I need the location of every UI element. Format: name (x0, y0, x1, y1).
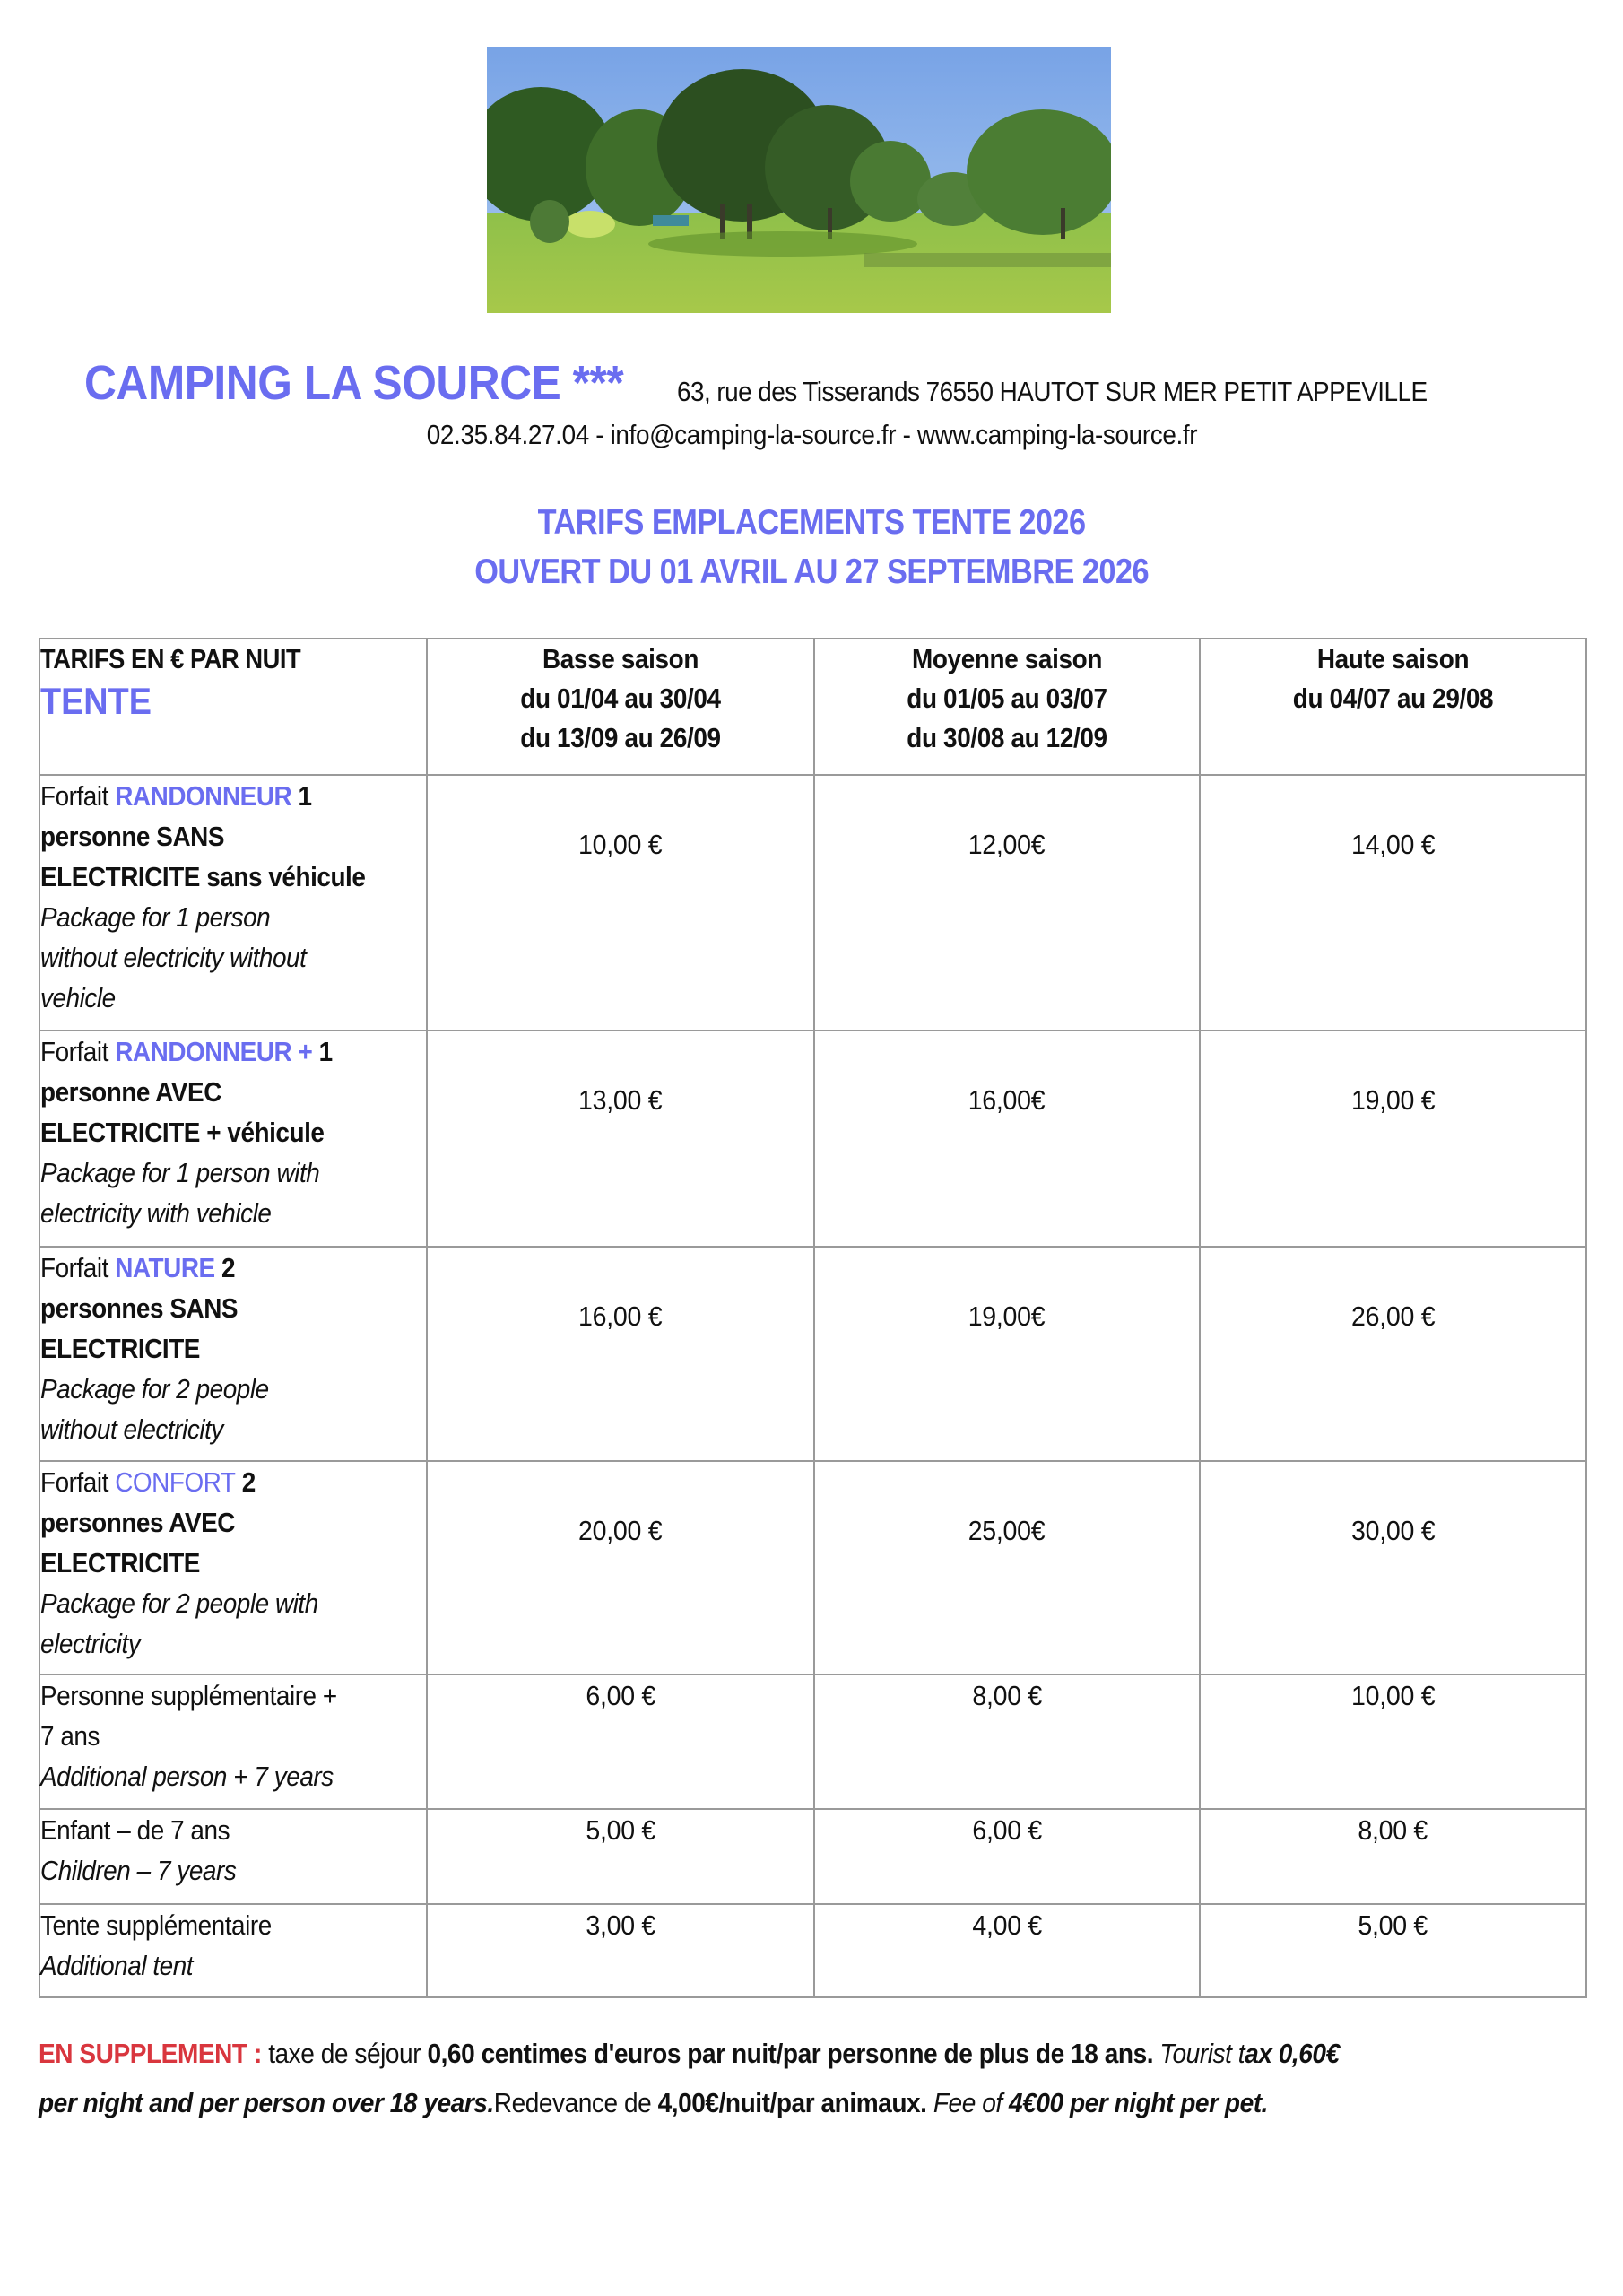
note-text: 4€00 per night per pet. (1009, 2087, 1268, 2118)
price-value: 30,00 € (1350, 1515, 1436, 1546)
season-name: Basse saison (542, 643, 699, 674)
price-value: 19,00 € (1350, 1084, 1436, 1116)
header-label-cell (39, 639, 427, 775)
price-moyenne (814, 1674, 1200, 1809)
tariff-table (39, 638, 1587, 1998)
subtitle-text-1: TARIFS EMPLACEMENTS TENTE 2026 (537, 503, 1086, 542)
contact-line (0, 419, 1623, 451)
season-dates: du 04/07 au 29/08 (1292, 683, 1494, 714)
package-name: NATURE (115, 1252, 215, 1283)
price-value: 26,00 € (1350, 1300, 1436, 1332)
price-moyenne (814, 1809, 1200, 1904)
row-bold-text: ELECTRICITE (40, 1333, 200, 1364)
row-text: Personne supplémentaire + (40, 1680, 337, 1711)
row-prefix: Forfait (40, 1036, 116, 1067)
price-value: 6,00 € (586, 1680, 655, 1711)
price-haute (1200, 1809, 1586, 1904)
price-value: 19,00€ (968, 1300, 1046, 1332)
row-label (39, 1461, 427, 1674)
price-value: 5,00 € (1358, 1909, 1428, 1941)
table-row (39, 1674, 1586, 1809)
price-basse (427, 1031, 814, 1247)
price-value: 16,00 € (578, 1300, 663, 1332)
price-value: 16,00€ (968, 1084, 1046, 1116)
price-haute (1200, 1031, 1586, 1247)
row-english-text: Package for 1 person with (40, 1157, 320, 1188)
price-basse (427, 1904, 814, 1997)
price-haute (1200, 775, 1586, 1031)
table-row (39, 1904, 1586, 1997)
price-haute (1200, 1674, 1586, 1809)
row-label (39, 1031, 427, 1247)
row-bold-text: personne AVEC (40, 1076, 221, 1108)
price-basse (427, 1247, 814, 1461)
note-text: Redevance de (493, 2087, 658, 2118)
price-value: 12,00€ (968, 829, 1046, 860)
price-value: 5,00 € (586, 1814, 655, 1846)
price-value: 6,00 € (972, 1814, 1042, 1846)
price-value: 13,00 € (578, 1084, 663, 1116)
price-value: 3,00 € (586, 1909, 655, 1941)
note-text: 0,60 centimes d'euros par nuit/par personne de plus de 18 ans. (427, 2038, 1154, 2069)
table-row (39, 1461, 1586, 1674)
row-english-text: electricity (40, 1628, 141, 1659)
row-bold-text: personnes SANS (40, 1292, 239, 1324)
season-name: Haute saison (1316, 643, 1470, 674)
package-name: RANDONNEUR + (115, 1036, 313, 1067)
row-prefix: Forfait (40, 780, 116, 812)
package-name: CONFORT (115, 1466, 236, 1498)
header-category: TENTE (40, 680, 152, 722)
row-bold-text: ELECTRICITE (40, 1547, 200, 1578)
row-text: Tente supplémentaire (40, 1909, 272, 1941)
row-english-text: Package for 1 person (40, 901, 271, 933)
price-value: 10,00 € (578, 829, 663, 860)
supplement-label: EN SUPPLEMENT : (39, 2038, 262, 2069)
row-english-text: Additional person + 7 years (40, 1761, 334, 1792)
row-english-text: Additional tent (40, 1950, 194, 1981)
price-haute (1200, 1461, 1586, 1674)
price-value: 20,00 € (578, 1515, 663, 1546)
row-prefix: Forfait (40, 1252, 116, 1283)
row-text: 7 ans (40, 1720, 100, 1752)
season-name: Moyenne saison (911, 643, 1103, 674)
row-bold-text: ELECTRICITE sans véhicule (40, 861, 366, 892)
price-value: 25,00€ (968, 1515, 1046, 1546)
campsite-photo (487, 47, 1111, 313)
row-english-text: without electricity without (40, 942, 307, 973)
note-text: per night and per person over 18 years. (39, 2087, 494, 2118)
row-english-text: Package for 2 people (40, 1373, 269, 1405)
row-label (39, 775, 427, 1031)
price-basse (427, 1809, 814, 1904)
campsite-meadow-photo (487, 47, 1111, 313)
note-text: taxe de séjour (261, 2038, 428, 2069)
price-value: 10,00 € (1350, 1680, 1436, 1711)
season-header-haute (1200, 639, 1586, 775)
price-value: 8,00 € (1358, 1814, 1428, 1846)
season-dates: du 01/04 au 30/04 (520, 683, 721, 714)
address: 63, rue des Tisserands 76550 HAUTOT SUR MER PETIT APPEVILLE (677, 376, 1428, 407)
row-bold-text: 1 (312, 1036, 333, 1067)
season-dates: du 01/05 au 03/07 (907, 683, 1107, 714)
price-value: 4,00 € (972, 1909, 1042, 1941)
row-prefix: Forfait (40, 1466, 116, 1498)
row-english-text: without electricity (40, 1413, 223, 1445)
row-bold-text: 2 (214, 1252, 236, 1283)
note-text: 4,00€/nuit/par animaux. (657, 2087, 927, 2118)
row-bold-text: personne SANS (40, 821, 225, 852)
price-moyenne (814, 1904, 1200, 1997)
subtitle-line-1 (0, 503, 1623, 543)
price-moyenne (814, 1247, 1200, 1461)
price-basse (427, 775, 814, 1031)
price-moyenne (814, 1031, 1200, 1247)
season-header-moyenne (814, 639, 1200, 775)
price-basse (427, 1461, 814, 1674)
row-label (39, 1247, 427, 1461)
row-english-text: Children – 7 years (40, 1855, 237, 1886)
row-bold-text: personnes AVEC (40, 1507, 235, 1538)
price-moyenne (814, 775, 1200, 1031)
subtitle-line-2 (0, 552, 1623, 592)
brand-title: CAMPING LA SOURCE *** (84, 356, 624, 410)
note-text: Fee of (926, 2087, 1010, 2118)
row-english-text: vehicle (40, 982, 116, 1013)
season-dates: du 30/08 au 12/09 (907, 722, 1107, 753)
table-row (39, 1031, 1586, 1247)
row-bold-text: 2 (235, 1466, 256, 1498)
table-row (39, 1247, 1586, 1461)
table-header-row (39, 639, 1586, 775)
row-bold-text: ELECTRICITE + véhicule (40, 1117, 325, 1148)
table-row (39, 1809, 1586, 1904)
header-label: TARIFS EN € PAR NUIT (40, 643, 301, 674)
row-english-text: electricity with vehicle (40, 1197, 272, 1229)
supplement-note (39, 2029, 1599, 2127)
price-basse (427, 1674, 814, 1809)
season-dates: du 13/09 au 26/09 (520, 722, 721, 753)
note-text: ax 0,60€ (1245, 2038, 1340, 2069)
note-text: Tourist t (1153, 2038, 1245, 2069)
contact-info: 02.35.84.27.04 - info@camping-la-source.fr - www.camping-la-source.fr (426, 419, 1197, 450)
season-header-basse (427, 639, 814, 775)
price-haute (1200, 1904, 1586, 1997)
row-bold-text: 1 (291, 780, 312, 812)
price-haute (1200, 1247, 1586, 1461)
package-name: RANDONNEUR (115, 780, 292, 812)
row-text: Enfant – de 7 ans (40, 1814, 230, 1846)
row-label (39, 1809, 427, 1904)
price-moyenne (814, 1461, 1200, 1674)
row-label (39, 1674, 427, 1809)
subtitle-text-2: OUVERT DU 01 AVRIL AU 27 SEPTEMBRE 2026 (474, 552, 1149, 591)
table-row (39, 775, 1586, 1031)
row-label (39, 1904, 427, 1997)
row-english-text: Package for 2 people with (40, 1587, 318, 1619)
price-value: 8,00 € (972, 1680, 1042, 1711)
price-value: 14,00 € (1350, 829, 1436, 860)
